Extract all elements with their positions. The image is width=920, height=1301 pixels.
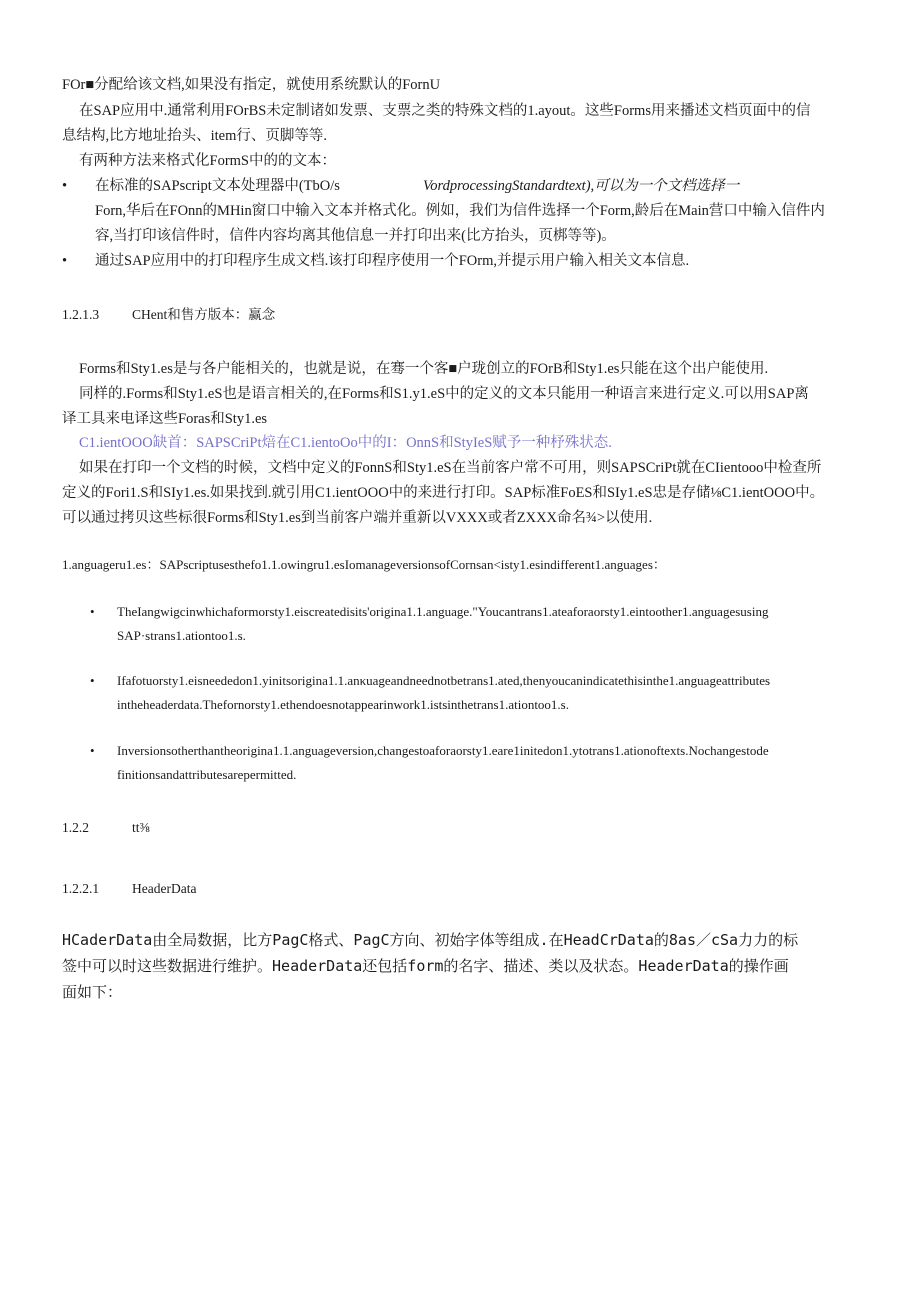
intro-line-1: FOr■分配给该文档,如果没有指定，就使用系统默认的FornU — [62, 77, 441, 93]
list-item — [62, 669, 862, 719]
header-data-line-3: 面如下： — [62, 983, 123, 1001]
bullet-item — [62, 173, 862, 253]
section-heading-1-2-1-3 — [62, 305, 275, 325]
bullet-2-line-1: 通过SAP应用中的打印程序生成文档.该打印程序使用一个FOrm,并提示用户输入相关文本信息. — [95, 253, 690, 269]
section-number: 1.2.2 — [62, 820, 89, 835]
bullet-symbol: • — [90, 604, 95, 619]
section-heading-1-2-2 — [62, 818, 150, 838]
bullet-item — [62, 248, 862, 274]
section-number: 1.2.1.3 — [62, 307, 100, 322]
section-number: 1.2.2.1 — [62, 881, 100, 896]
bullet-1-line-1b: VordprocessingStandardtext),可以为一个文档选择一 — [423, 178, 740, 194]
section-heading-1-2-2-1 — [62, 879, 196, 899]
list-item — [62, 600, 862, 650]
list-item-line-2: SAP·strans1.ationtoo1.s. — [117, 628, 246, 643]
list-item-line-2: intheheaderdata.Thefornorsty1.ethendoesnotappearinwork1.istsinthetrans1.ationtoo1.s. — [117, 697, 569, 712]
intro-line-3: 息结构,比方地址抬头、item行、页脚等等. — [62, 128, 328, 144]
list-item-line-2: finitionsandattributesarepermitted. — [117, 767, 297, 782]
language-rules-line: 1.anguageru1.es：SAPscriptusesthefo1.1.owingru1.esIomanageversionsofCornsan<isty1.esindifferent1.anguages： — [62, 557, 666, 572]
intro-line-2: 在SAP应用中.通常利用FOrBS未定制诸如发票、支票之类的特殊文档的1.ayout。这些Forms用来播述文档页面中的信 — [79, 103, 811, 119]
list-item-line-1: Ifafotuorsty1.eisneededon1.yinitsorigina1.1.anκuageandneednotbetrans1.ated,thenyoucanindicatethisinthe1.anguageattributes — [117, 673, 771, 688]
list-item-line-1: Inversionsotherthantheorigina1.1.anguageversion,changestoaforaorsty1.eare1initedon1.ytotrans1.ationoftexts.Nochangestode — [117, 743, 769, 758]
client-line-1: Forms和Sty1.es是与各户能相关的，也就是说，在骞一个客■户珑创立的FOrB和Sty1.es只能在这个出户能使用. — [79, 361, 769, 377]
section-title: tt⅜ — [132, 820, 150, 835]
bullet-symbol: • — [90, 743, 95, 758]
client-line-5: 如果在打印一个文档的时候，文档中定义的FonnS和Sty1.eS在当前客户常不可用，则SAPSCriPt就在CIientooo中检查所 — [79, 460, 822, 476]
bullet-1-line-1a: 在标准的SAPscript文本处理器中(TbO/s — [95, 178, 340, 194]
intro-line-4: 有两种方法来格式化FormS中的的文本： — [79, 153, 336, 169]
client-line-2: 同样的.Forms和Sty1.eS也是语言相关的,在Forms和S1.y1.eS中的定义的文本只能用一种语言来进行定义.可以用SAP离 — [79, 386, 809, 402]
bullet-symbol: • — [62, 178, 68, 194]
client-line-6: 定义的Fori1.S和SIy1.es.如果找到.就引用C1.ientOOO中的来进行打印。SAP标准FoES和SIy1.eS忠是存储⅛C1.ientOOO中。 — [62, 485, 825, 501]
client-note-line: C1.ientOOO缺首：SAPSCriPt焙在C1.ientoOo中的I：OnnS和StyIeS赋予一种杼殊状态. — [79, 435, 612, 451]
header-data-line-2: 签中可以时这些数据进行维护。HeaderData还包括form的名字、描述、类以及状态。HeaderData的操作画 — [62, 957, 789, 975]
bullet-symbol: • — [62, 253, 68, 269]
client-line-7: 可以通过拷贝这些标很Forms和Sty1.es到当前客户端并重新以VXXX或者ZXXX命名¾>以使用. — [62, 510, 653, 526]
bullet-1-line-3: 容,当打印该信件时，信件内容均离其他信息一并打印出来(比方抬头，页梆等等)。 — [95, 228, 616, 244]
header-data-line-1: HCaderData由全局数据，比方PagC格式、PagC方向、初始字体等组成.在HeadCrData的8as／cSa力力的标 — [62, 931, 799, 949]
section-title: CHent和售方版本：赢念 — [132, 307, 276, 322]
client-line-3: 译工具来电译这些Foras和Sty1.es — [62, 411, 268, 427]
list-item-line-1: TheIangwigcinwhichaformorsty1.eiscreatedisits'origina1.1.anguage."Youcantrans1.ateaforaorsty1.eintoother1.anguagesusing — [117, 604, 769, 619]
list-item — [62, 739, 862, 789]
bullet-1-line-2: Forn,华后在FOnn的MHin窗口中输入文本并格式化。例如，我们为信件选择一个Form,龄后在Main营口中输入信件内 — [95, 203, 825, 219]
bullet-symbol: • — [90, 673, 95, 688]
section-title: HeaderData — [132, 881, 197, 896]
